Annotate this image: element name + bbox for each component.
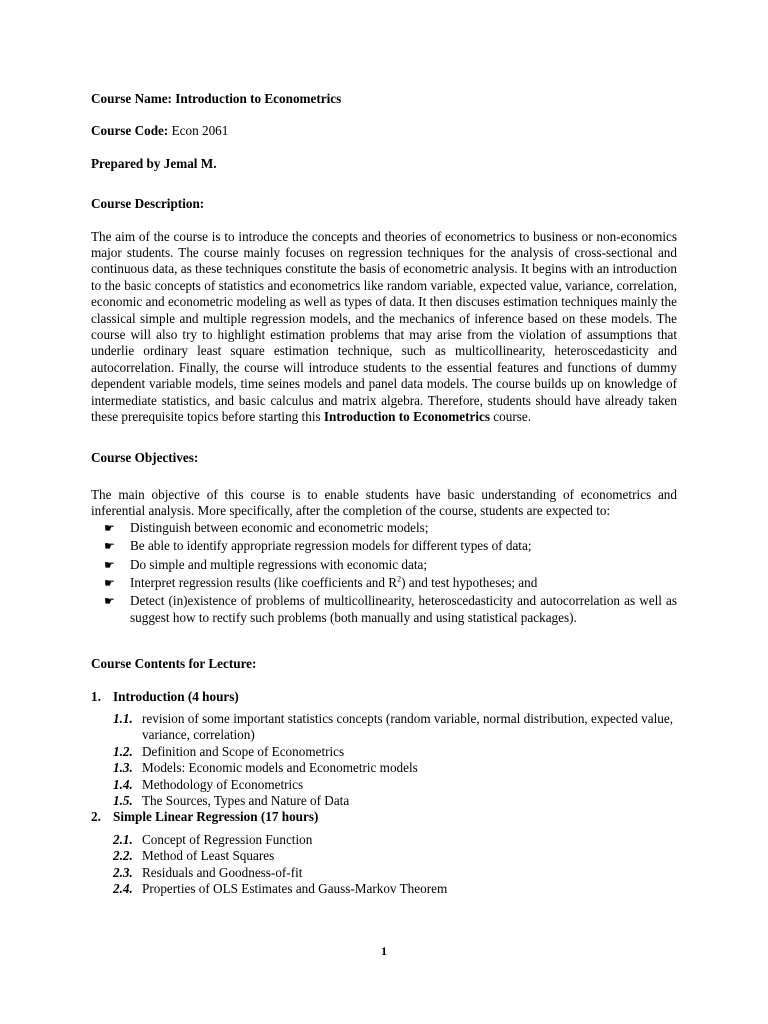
course-code-value: Econ 2061 <box>171 123 229 139</box>
item-number: 1.4. <box>113 776 133 792</box>
item-text: Concept of Regression Function <box>142 831 313 847</box>
course-code-line <box>91 123 677 139</box>
item-text: Definition and Scope of Econometrics <box>142 743 345 759</box>
list-item <box>113 865 677 881</box>
section-title <box>91 689 677 705</box>
list-item <box>91 520 677 536</box>
item-number: 1.3. <box>113 760 133 776</box>
item-text: The Sources, Types and Nature of Data <box>142 793 350 808</box>
list-item <box>113 832 677 848</box>
page-number: 1 <box>381 944 387 958</box>
section-title <box>91 809 677 825</box>
objective-text: Distinguish between economic and econometric models; <box>130 519 429 535</box>
objective-text: Detect (in)existence of problems of multicollinearity, heteroscedasticity and autocorrelation as well as suggest how to rectify such problems (both manually and using statistical packages). <box>130 593 677 625</box>
list-item <box>113 793 677 809</box>
pointing-hand-icon: ☛ <box>104 594 115 609</box>
description-bold-course: Introduction to Econometrics <box>323 409 490 425</box>
item-text: Properties of OLS Estimates and Gauss-Markov Theorem <box>142 881 448 897</box>
description-heading: Course Description: <box>91 196 205 212</box>
objectives-list <box>91 520 677 626</box>
section-title-text: Introduction (4 hours) <box>113 688 239 704</box>
description-text: The aim of the course is to introduce the concepts and theories of econometrics to business or non-economics major students. The course mainly focuses on regression techniques for the analysis of cross-sectional and continuous data, as these techniques constitute the basis of econometric analysis. It begins with an introduction to the basic concepts of statistics and econometrics like random variable, expected value, variance, correlation, economic and econometric modeling as well as types of data. It then discuses estimation techniques mainly the classical simple and multiple regression models, and the mechanics of inference based on these models. The course will also try to highlight estimation problems that may arise from the violation of assumptions that underlie ordinary least square estimation technique, such as multicollinearity, heteroscedasticity and autocorrelation. Finally, the course will introduce students to the essential features and functions of dummy dependent variable models, time seines models and panel data models. The course builds up on knowledge of intermediate statistics, and basic calculus and matrix algebra. Therefore, students should have already taken these prerequisite topics before starting this <box>91 228 677 425</box>
description-tail: course. <box>489 409 531 425</box>
section-items <box>113 711 677 809</box>
pointing-hand-icon: ☛ <box>104 520 115 535</box>
item-number: 2.3. <box>113 864 133 880</box>
objective-text: Interpret regression results (like coefficients and R <box>130 574 398 590</box>
list-item <box>113 848 677 864</box>
item-text: Methodology of Econometrics <box>142 776 304 792</box>
list-item <box>91 557 677 573</box>
course-name-label: Course Name: <box>91 91 172 106</box>
course-name-line <box>91 91 677 107</box>
pointing-hand-icon: ☛ <box>104 575 115 590</box>
objective-superscript: 2 <box>397 574 402 584</box>
list-item <box>91 593 677 626</box>
description-paragraph <box>91 229 677 426</box>
item-number: 2.4. <box>113 881 133 897</box>
objectives-heading: Course Objectives: <box>91 449 199 465</box>
item-number: 1.2. <box>113 743 133 759</box>
contents-section-1 <box>91 689 677 810</box>
pointing-hand-icon: ☛ <box>104 539 115 554</box>
item-text: Residuals and Goodness-of-fit <box>142 864 303 880</box>
objectives-intro: The main objective of this course is to enable students have basic understanding of econometrics and inferential analysis. More specifically, after the completion of the course, students are expected to: <box>91 486 677 519</box>
course-name-value: Introduction to Econometrics <box>175 91 342 106</box>
objective-text: Be able to identify appropriate regression models for different types of data; <box>130 538 532 554</box>
prepared-by: Prepared by Jemal M. <box>91 155 217 171</box>
list-item <box>91 575 677 591</box>
section-title-text: Simple Linear Regression (17 hours) <box>113 809 319 825</box>
section-number: 2. <box>91 809 101 825</box>
item-number: 1.5. <box>113 793 133 808</box>
list-item <box>113 760 677 776</box>
contents-section-2 <box>91 809 677 897</box>
item-text: Models: Economic models and Econometric models <box>142 760 418 776</box>
section-items <box>113 832 677 898</box>
section-number: 1. <box>91 688 101 704</box>
list-item <box>113 711 677 744</box>
page-content <box>91 91 677 897</box>
item-text: Method of Least Squares <box>142 848 275 864</box>
item-number: 1.1. <box>113 710 133 726</box>
objective-text: Do simple and multiple regressions with economic data; <box>130 556 428 572</box>
list-item <box>113 744 677 760</box>
contents-heading: Course Contents for Lecture: <box>91 656 257 672</box>
list-item <box>113 881 677 897</box>
pointing-hand-icon: ☛ <box>104 557 115 572</box>
item-number: 2.2. <box>113 848 133 864</box>
list-item <box>91 538 677 554</box>
item-text: revision of some important statistics concepts (random variable, normal distribution, expected value, variance, correlation) <box>142 710 674 743</box>
list-item <box>113 777 677 793</box>
item-number: 2.1. <box>113 831 133 847</box>
course-code-label: Course Code: <box>91 123 169 139</box>
objective-text-tail: ) and test hypotheses; and <box>401 574 538 590</box>
